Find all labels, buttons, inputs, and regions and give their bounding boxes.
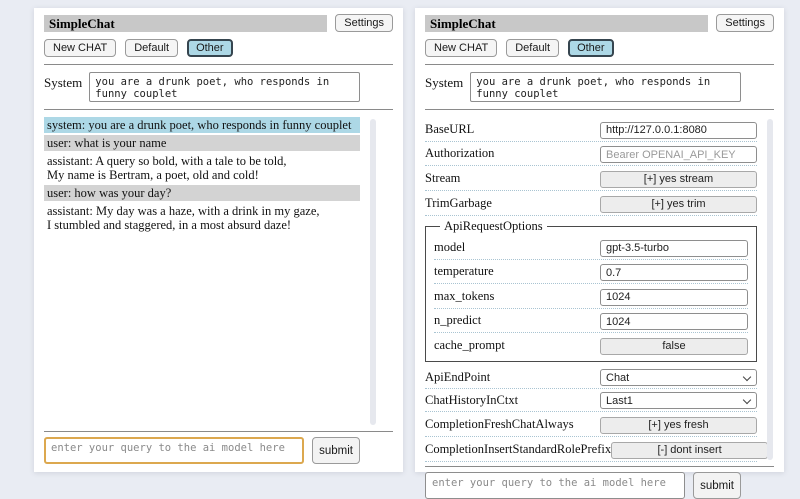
authorization-label: Authorization [425, 146, 495, 161]
api-endpoint-select[interactable] [600, 369, 757, 386]
divider [44, 431, 393, 432]
divider [44, 109, 393, 110]
header-row [425, 14, 774, 32]
chat-history [44, 117, 393, 427]
model-label: model [434, 239, 466, 254]
divider [425, 64, 774, 65]
api-endpoint-label: ApiEndPoint [425, 370, 491, 384]
temperature-input[interactable] [600, 264, 748, 281]
chat-message [44, 203, 360, 233]
divider [44, 64, 393, 65]
chat-message-line: I stumbled and staggered, in a most absurd daze! [47, 218, 292, 232]
chat-history-in-ctxt-label: ChatHistoryInCtxt [425, 393, 519, 407]
chat-message-line: My name is Bertram, a poet, old and cold! [47, 168, 259, 182]
baseurl-input[interactable] [600, 122, 757, 139]
divider [425, 109, 774, 110]
chat-message [44, 117, 360, 133]
chevron-down-icon [743, 374, 751, 382]
setting-row-authorization [425, 142, 757, 167]
completion-fresh-label: CompletionFreshChatAlways [425, 417, 574, 431]
app-title: SimpleChat [425, 15, 708, 32]
stream-toggle-button[interactable]: [+] yes stream [600, 171, 757, 188]
n-predict-label: n_predict [434, 313, 482, 328]
setting-row-max-tokens [434, 284, 748, 309]
chevron-down-icon [743, 397, 751, 405]
setting-row-baseurl [425, 117, 757, 142]
completion-insert-prefix-toggle-button[interactable]: [-] dont insert [611, 442, 768, 459]
session-toolbar [425, 39, 774, 57]
setting-row-completion-insert-prefix [425, 437, 757, 462]
completion-insert-prefix-label: CompletionInsertStandardRolePrefix [425, 442, 612, 456]
session-default-button[interactable]: Default [506, 39, 559, 57]
stream-label: Stream [425, 171, 461, 185]
max-tokens-input[interactable] [600, 289, 748, 306]
completion-fresh-toggle-button[interactable]: [+] yes fresh [600, 417, 757, 434]
system-prompt-row [425, 72, 741, 102]
system-label: System [425, 75, 464, 90]
system-label: System [44, 75, 83, 90]
query-row [44, 437, 360, 464]
setting-row-chat-history-in-ctxt [425, 389, 757, 412]
temperature-label: temperature [434, 264, 494, 279]
new-chat-button[interactable]: New CHAT [425, 39, 497, 57]
api-request-options-fieldset [425, 219, 757, 362]
query-row [425, 472, 741, 499]
chat-message [44, 153, 360, 183]
chat-message-line: system: you are a drunk poet, who responds in funny couplet [47, 118, 352, 132]
session-other-button[interactable]: Other [187, 39, 233, 57]
setting-row-trimgarbage [425, 191, 757, 216]
new-chat-button[interactable]: New CHAT [44, 39, 116, 57]
divider [425, 466, 774, 467]
setting-row-temperature [434, 260, 748, 285]
submit-button[interactable]: submit [693, 472, 741, 499]
session-toolbar [44, 39, 393, 57]
submit-button[interactable]: submit [312, 437, 360, 464]
header-row [44, 14, 393, 32]
chat-message-line: user: what is your name [47, 136, 167, 150]
cache-prompt-toggle-button[interactable]: false [600, 338, 748, 355]
setting-row-completion-fresh [425, 412, 757, 437]
baseurl-label: BaseURL [425, 121, 475, 136]
chat-message-line: assistant: My day was a haze, with a drink in my gaze, [47, 204, 320, 218]
setting-row-api-endpoint [425, 366, 757, 389]
settings-scrollbar[interactable] [767, 119, 773, 460]
trimgarbage-label: TrimGarbage [425, 196, 492, 210]
chat-message-line: user: how was your day? [47, 186, 172, 200]
chat-history-selected-value: Last1 [606, 394, 633, 407]
authorization-input[interactable] [600, 146, 757, 163]
settings-panel [415, 8, 784, 492]
settings-button[interactable]: Settings [716, 14, 774, 32]
chat-history-in-ctxt-select[interactable] [600, 392, 757, 409]
chat-panel [34, 8, 403, 472]
api-request-options-legend: ApiRequestOptions [444, 219, 543, 233]
n-predict-input[interactable] [600, 313, 748, 330]
max-tokens-label: max_tokens [434, 288, 495, 303]
model-input[interactable] [600, 240, 748, 257]
setting-row-stream [425, 166, 757, 191]
chat-message [44, 185, 360, 201]
cache-prompt-label: cache_prompt [434, 338, 505, 352]
trimgarbage-toggle-button[interactable]: [+] yes trim [600, 196, 757, 213]
setting-row-n-predict [434, 309, 748, 334]
app-title: SimpleChat [44, 15, 327, 32]
query-input[interactable] [425, 472, 685, 499]
session-other-button[interactable]: Other [568, 39, 614, 57]
system-prompt-input[interactable] [470, 72, 741, 102]
session-default-button[interactable]: Default [125, 39, 178, 57]
setting-row-model [434, 235, 748, 260]
chat-scrollbar[interactable] [370, 119, 376, 425]
chat-message [44, 135, 360, 151]
chat-message-line: assistant: A query so bold, with a tale to be told, [47, 154, 287, 168]
system-prompt-input[interactable] [89, 72, 360, 102]
system-prompt-row [44, 72, 360, 102]
settings-button[interactable]: Settings [335, 14, 393, 32]
settings-form [425, 117, 774, 462]
api-endpoint-selected-value: Chat [606, 371, 630, 384]
setting-row-cache-prompt [434, 333, 748, 357]
query-input[interactable] [44, 437, 304, 464]
